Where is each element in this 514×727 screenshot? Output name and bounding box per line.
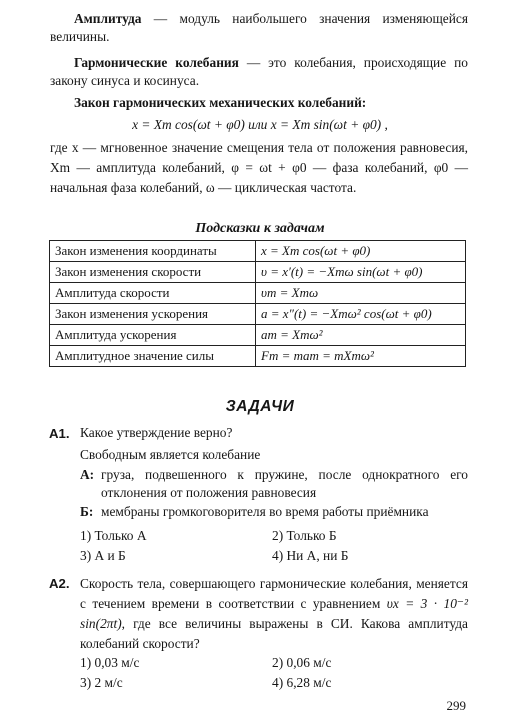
a1-statement-b-label: Б: [80, 504, 94, 519]
a1-option-2[interactable]: 2) Только Б [272, 528, 337, 543]
tasks-heading: ЗАДАЧИ [225, 398, 295, 415]
hint-formula: am = Xmω² [256, 325, 466, 346]
table-row [50, 325, 466, 346]
a1-question: Какое утверждение верно? [80, 425, 233, 440]
a1-statement-a-label: А: [80, 467, 95, 482]
a1-statement-a: груза, подвешенного к пружине, после однократного его отклонения от положения равновесия [101, 467, 468, 500]
hint-label: Амплитуда скорости [50, 283, 256, 304]
amplitude-definition-text: — модуль наибольшего значения изменяющейся величины. [50, 11, 468, 44]
a1-option-3[interactable]: 3) А и Б [80, 548, 126, 563]
hint-formula: Fm = mam = mXmω² [256, 346, 466, 367]
table-row [50, 241, 466, 262]
hint-formula: υ = x′(t) = −Xmω sin(ωt + φ0) [256, 262, 466, 283]
task-number-a1: А1. [49, 426, 70, 441]
hint-label: Закон изменения ускорения [50, 304, 256, 325]
table-row [50, 304, 466, 325]
hint-formula: υm = Xmω [256, 283, 466, 304]
harmonic-term: Гармонические колебания [74, 55, 239, 70]
hint-formula: a = x″(t) = −Xmω² cos(ωt + φ0) [256, 304, 466, 325]
hint-label: Амплитудное значение силы [50, 346, 256, 367]
a1-option-4[interactable]: 4) Ни А, ни Б [272, 548, 349, 563]
a2-option-1[interactable]: 1) 0,03 м/с [80, 655, 140, 670]
table-row [50, 262, 466, 283]
a1-lead: Свободным является колебание [80, 447, 261, 462]
law-heading: Закон гармонических механических колебаний: [74, 95, 367, 110]
hint-formula: x = Xm cos(ωt + φ0) [256, 241, 466, 262]
a2-text-part2: , где все величины выражены в СИ. Какова амплитуда колебаний скорости? [80, 616, 468, 651]
a2-text-part1: Скорость тела, совершающего гармонические колебания, меняется с течением времени в соответствии с уравнением [80, 576, 468, 611]
harmonic-definition-text: — это колебания, происходящие по закону синуса и косинуса. [50, 55, 468, 88]
a2-option-2[interactable]: 2) 0,06 м/с [272, 655, 332, 670]
a1-option-1[interactable]: 1) Только А [80, 528, 147, 543]
a2-text [80, 574, 468, 654]
hint-label: Амплитуда ускорения [50, 325, 256, 346]
hint-label: Закон изменения координаты [50, 241, 256, 262]
task-number-a2: А2. [49, 576, 70, 591]
a2-option-4[interactable]: 4) 6,28 м/с [272, 675, 332, 690]
harmonic-definition [50, 54, 468, 89]
amplitude-definition [50, 10, 468, 45]
hints-title: Подсказки к задачам [195, 221, 325, 236]
table-row [50, 346, 466, 367]
a2-equation: υx = 3 · 10⁻² sin(2πt) [80, 596, 468, 631]
law-explanation: где x — мгновенное значение смещения тела от положения равновесия, Xm — амплитуда колебаний, φ = ωt + φ0 — фаза колебаний, φ0 — начальная фаза колебаний, ω — циклическая частота. [50, 140, 468, 195]
law-formula: x = Xm cos(ωt + φ0) или x = Xm sin(ωt + φ0) , [132, 117, 388, 132]
amplitude-term: Амплитуда [74, 11, 142, 26]
a2-option-3[interactable]: 3) 2 м/с [80, 675, 123, 690]
hints-table [49, 240, 466, 367]
a1-statement-b: мембраны громкоговорителя во время работы приёмника [101, 504, 429, 519]
hint-label: Закон изменения скорости [50, 262, 256, 283]
page-number: 299 [446, 698, 466, 714]
table-row [50, 283, 466, 304]
